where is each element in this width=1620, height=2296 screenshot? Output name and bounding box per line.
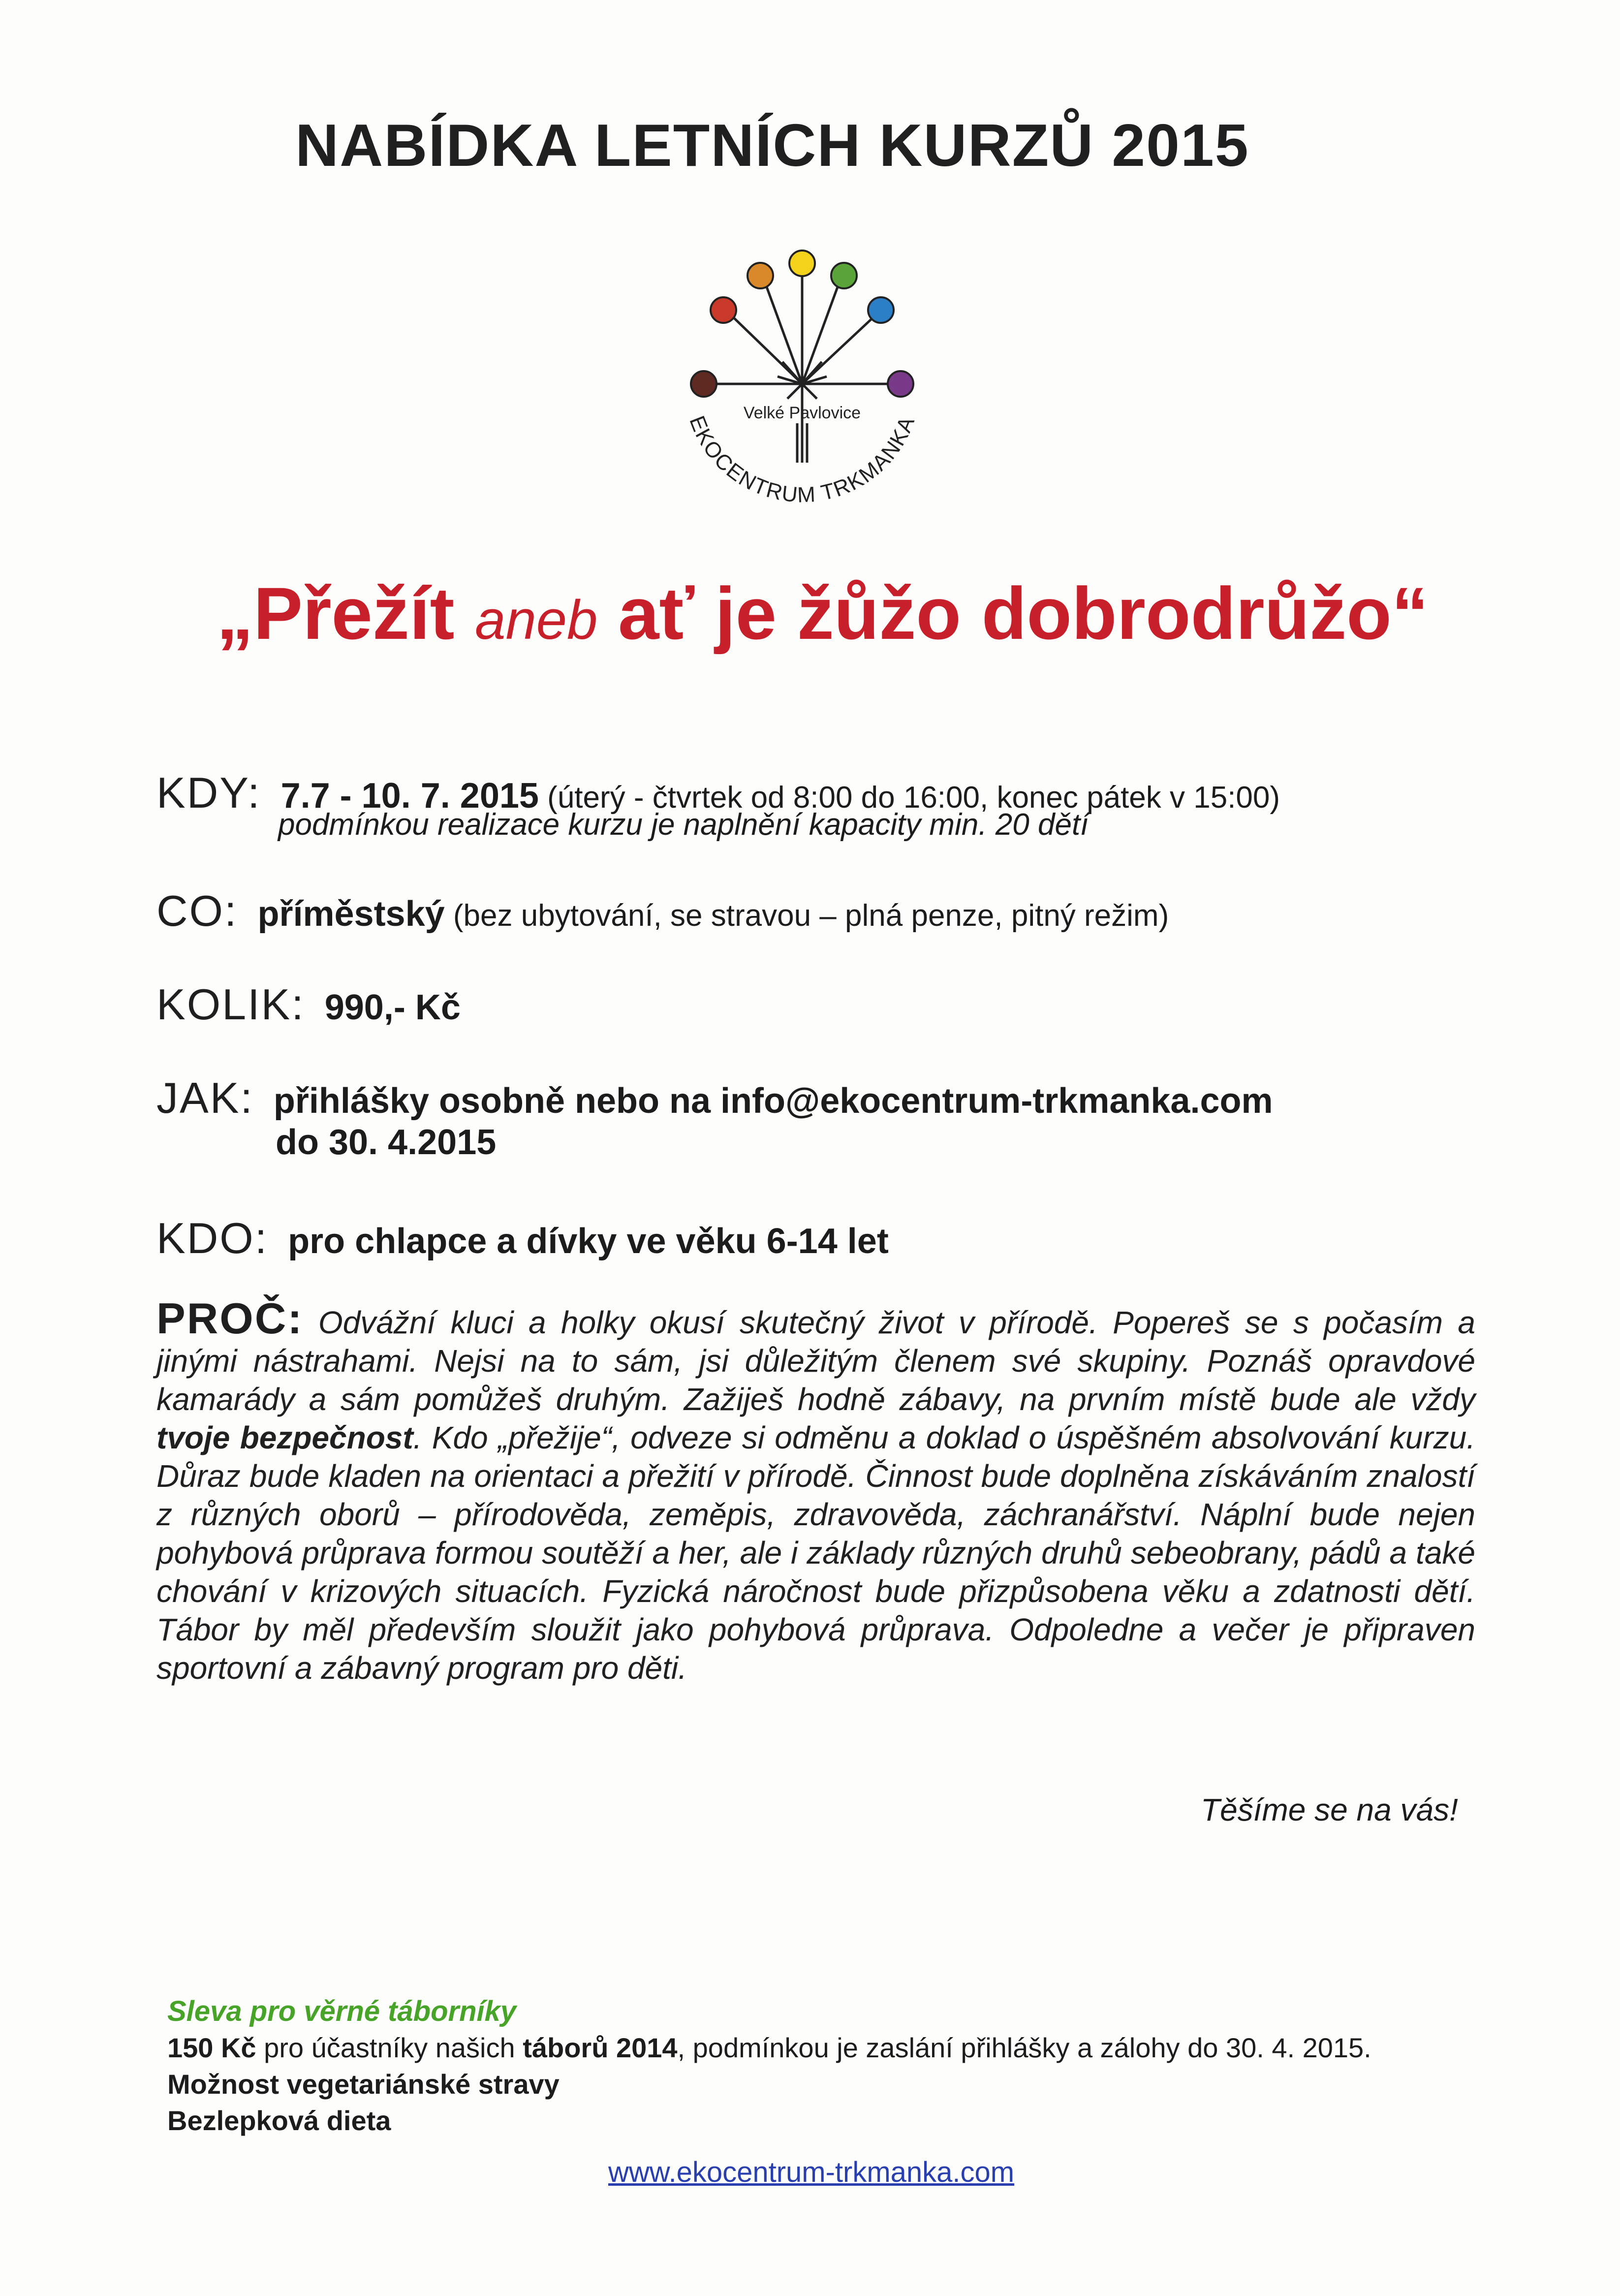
co-row [156, 886, 1169, 936]
co-detail: (bez ubytování, se stravou – plná penze, pitný režim) [444, 899, 1169, 933]
vegetarian-note: Možnost vegetariánské stravy [167, 2069, 560, 2100]
kdy-dates: 7.7 - 10. 7. 2015 [280, 776, 539, 816]
logo-dot-brown [691, 371, 717, 397]
course-subtitle [217, 571, 1429, 656]
jak-line1: přihlášky osobně nebo na info@ekocentrum-trkmanka.com [273, 1081, 1273, 1121]
co-value: příměstský [257, 894, 445, 934]
subtitle-open: „Přežít [217, 572, 475, 655]
jak-line2: do 30. 4.2015 [276, 1123, 497, 1162]
subtitle-aneb: aneb [475, 589, 598, 651]
kdy-times: (úterý - čtvrtek od 8:00 do 16:00, konec pátek v 15:00) [538, 781, 1280, 815]
discount-mid: pro účastníky našich [256, 2032, 523, 2063]
proc-part2: . Kdo „přežije“, odveze si odměnu a doklad o úspěšném absolvování kurzu. Důraz bude kladen na orientaci a přežití v přírodě. Činnost bude doplněna získáváním znalostí z různých oborů – přírodověda, zeměpis, zdravověda, záchranářství. Náplní bude nejen pohybová průprava formou soutěží a her, ale i základy různých druhů sebeobrany, pádů a také chování v krizových situacích. Fyzická náročnost bude přizpůsobena věku a zdatnosti dětí. Tábor by měl především sloužit jako pohybová průprava. Odpoledne a večer je připraven sportovní a zábavný program pro děti. [156, 1420, 1475, 1686]
kolik-label: KOLIK: [156, 980, 305, 1029]
website-link[interactable]: www.ekocentrum-trkmanka.com [608, 2156, 1015, 2188]
subtitle-rest: ať je žůžo dobrodrůžo“ [597, 572, 1429, 655]
kdy-label: KDY: [156, 768, 261, 817]
logo-place-text: Velké Pavlovice [743, 404, 861, 422]
discount-rest: , podmínkou je zaslání přihlášky a zálohy do 30. 4. 2015. [677, 2032, 1371, 2063]
logo-dot-orange [748, 263, 773, 288]
logo-arc-text: EKOCENTRUM TRKMANKA [685, 412, 920, 507]
glutenfree-note: Bezlepková dieta [167, 2105, 391, 2136]
jak-row [156, 1073, 1273, 1123]
footer-notes [167, 1993, 1496, 2139]
kolik-value: 990,- Kč [324, 988, 461, 1027]
proc-bold: tvoje bezpečnost [156, 1420, 413, 1455]
logo-dot-red [711, 297, 736, 323]
logo-dot-green [831, 263, 857, 288]
kolik-row [156, 979, 461, 1030]
discount-amount: 150 Kč [167, 2032, 256, 2063]
proc-paragraph [156, 1294, 1475, 1687]
discount-line [167, 2030, 1496, 2066]
logo-dot-blue [868, 297, 894, 323]
kdy-condition: podmínkou realizace kurzu je naplnění kapacity min. 20 dětí [278, 808, 1089, 842]
closing-text: Těšíme se na vás! [1201, 1792, 1458, 1827]
discount-title: Sleva pro věrné táborníky [167, 1995, 517, 2027]
discount-camps: táborů 2014 [523, 2032, 678, 2063]
co-label: CO: [156, 886, 238, 935]
jak-label: JAK: [156, 1073, 254, 1122]
proc-label: PROČ: [156, 1294, 304, 1343]
kdo-value: pro chlapce a dívky ve věku 6-14 let [288, 1222, 889, 1261]
logo-dot-yellow [789, 251, 815, 276]
page-title: NABÍDKA LETNÍCH KURZŮ 2015 [295, 112, 1249, 179]
proc-part1: Odvážní kluci a holky okusí skutečný život v přírodě. Popereš se s počasím a jinými nástrahami. Nejsi na to sám, jsi důležitým členem své skupiny. Poznáš opravdové kamarády a sám pomůžeš druhým. Zažiješ hodně zábavy, na prvním místě bude ale vždy [156, 1305, 1475, 1417]
kdo-label: KDO: [156, 1214, 269, 1262]
logo-dot-purple [888, 371, 913, 397]
ekocentrum-logo [654, 236, 950, 532]
kdo-row [156, 1213, 889, 1263]
